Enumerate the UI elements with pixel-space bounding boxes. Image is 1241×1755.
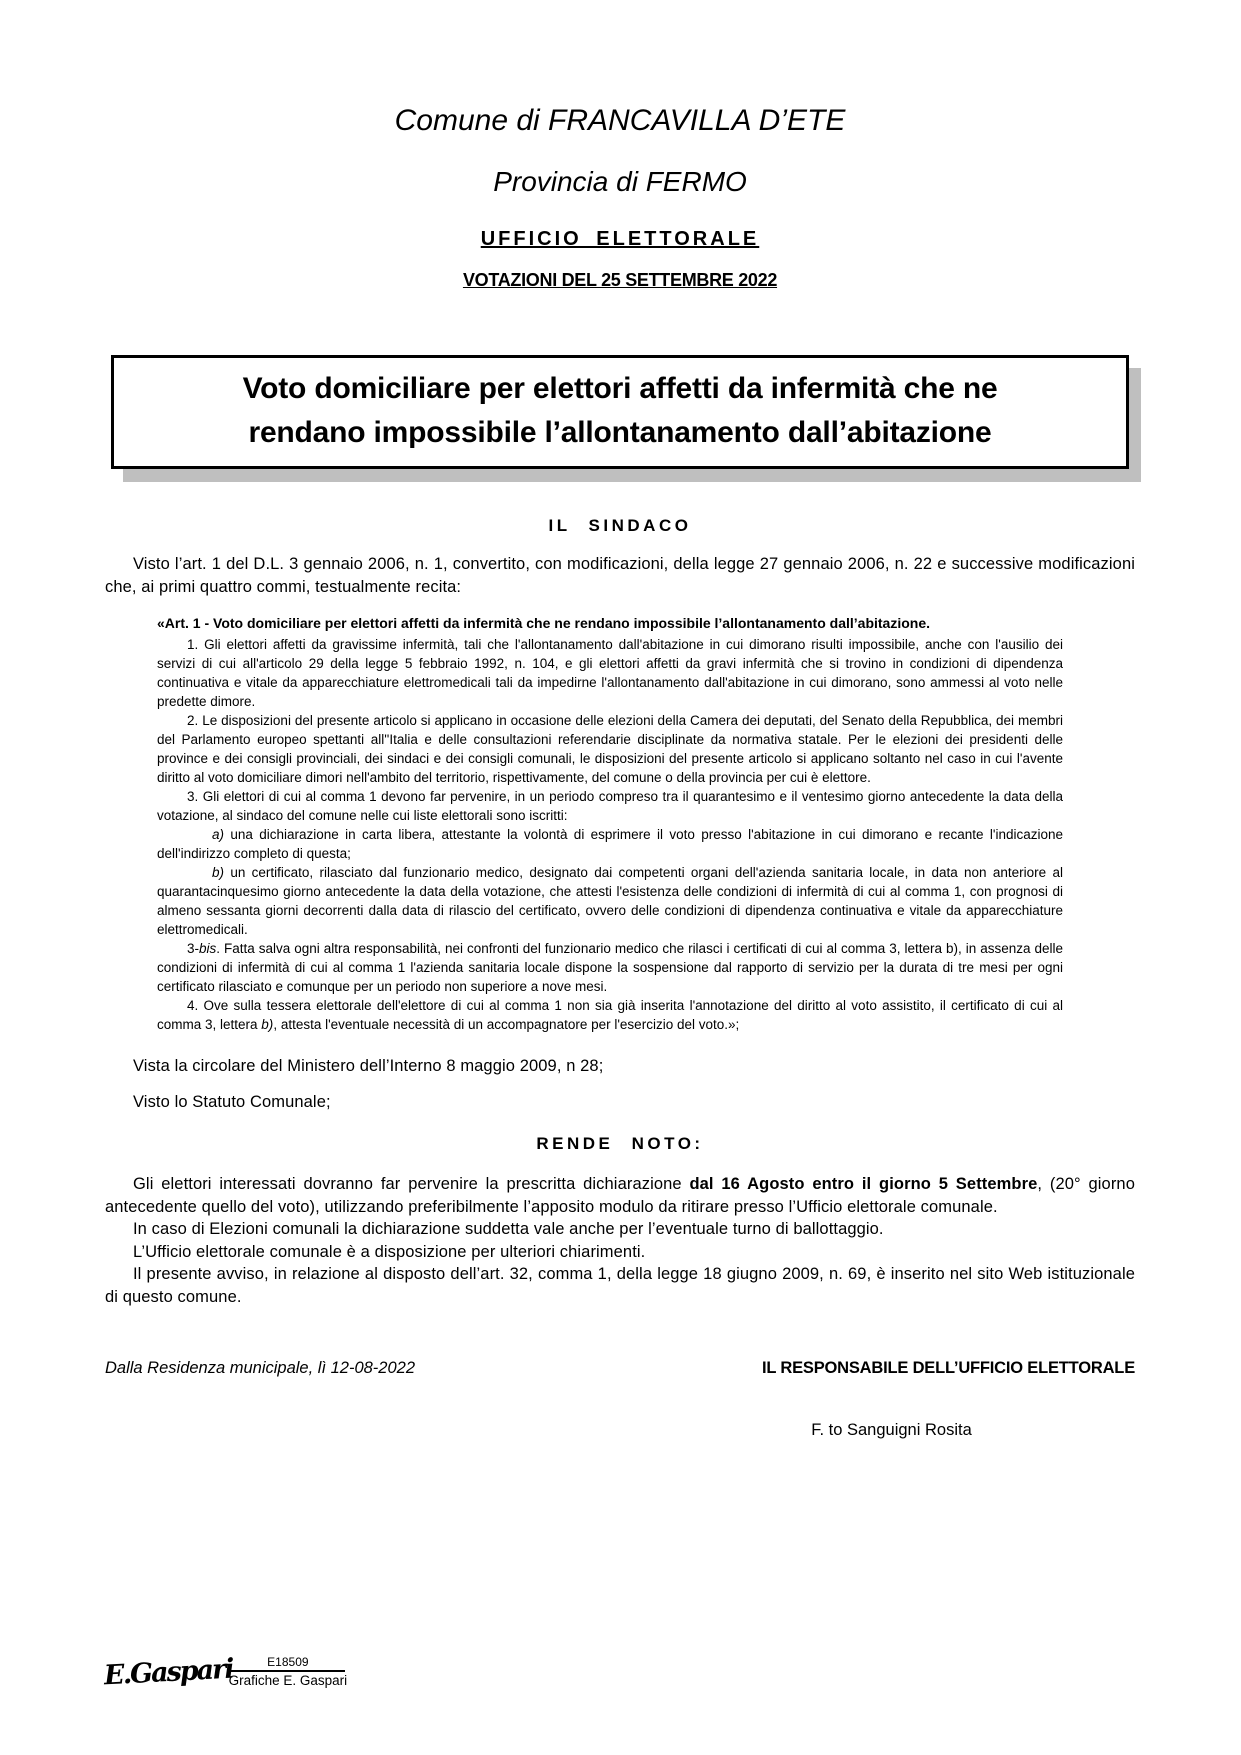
law-c4-italic: b) (261, 1017, 274, 1032)
visto-statuto: Visto lo Statuto Comunale; (133, 1092, 331, 1111)
rn-p1-text-1: Gli elettori interessati dovranno far pervenire la prescritta dichiarazione (133, 1175, 690, 1193)
law-item-a-text: una dichiarazione in carta libera, attestante la volontà di esprimere il voto presso l'abitazione in cui dimorano e recante l'indicazione dell'indirizzo completo di questa; (157, 827, 1063, 861)
law-3bis-prefix: 3- (187, 941, 200, 956)
vista-circolare: Vista la circolare del Ministero dell’Interno 8 maggio 2009, n 28; (133, 1057, 604, 1075)
sindaco-heading: IL SINDACO (548, 516, 692, 535)
rende-noto-paragraph-2: In caso di Elezioni comunali la dichiarazione suddetta vale anche per l’eventuale turno di ballottaggio. (133, 1220, 884, 1238)
law-item-b-marker: b) (212, 865, 225, 880)
law-item-b-text: un certificato, rilasciato dal funzionario medico, designato dai competenti organi dell'azienda sanitaria locale, in data non anteriore al quarantacinquesimo giorno antecedente la data della votazione, che attesti l'esistenza delle condizioni di infermità di cui al comma 1, con prognosi di almeno sessanta giorni decorrenti dalla data di rilascio del certificato, ovvero delle condizioni di dipendenza continuativa e vitale da apparecchiature elettromedicali. (157, 865, 1063, 937)
rende-noto-paragraph-3: L’Ufficio elettorale comunale è a disposizione per ulteriori chiarimenti. (133, 1242, 646, 1261)
rende-noto-heading: RENDE NOTO: (536, 1134, 704, 1153)
rende-noto-paragraph-4: Il presente avviso, in relazione al disposto dell’art. 32, comma 1, della legge 18 giugno 2009, n. 69, è inserito nel sito Web istituzionale di questo comune. (105, 1265, 1135, 1306)
law-item-b (157, 863, 1063, 939)
signature-row (105, 1357, 1135, 1379)
province-subtitle: Provincia di FERMO (493, 166, 747, 197)
law-3bis-text: . Fatta salva ogni altra responsabilità, nei confronti del funzionario medico che rilasci i certificati di cui al comma 3, lettera b), in assenza delle condizioni di infermità di cui al comma 1 l'azienda sanitaria locale dispone la sospensione dal rapporto di servizio per la durata di tre mesi per ogni certificato rilasciato e comunque per un periodo non superiore a nove mesi. (157, 941, 1063, 994)
intro-paragraph: Visto l’art. 1 del D.L. 3 gennaio 2006, n. 1, convertito, con modificazioni, della legge 27 gennaio 2006, n. 22 e successive modificazioni che, ai primi quattro commi, testualmente recita: (105, 555, 1135, 596)
printer-info (229, 1655, 348, 1689)
law-comma-1: 1. Gli elettori affetti da gravissime infermità, tali che l'allontanamento dall'abitazione in cui dimorano risulti impossibile, anche con l'ausilio dei servizi di cui all'articolo 29 della legge 5 febbraio 1992, n. 104, e gli elettori affetti da gravi infermità che si trovino in condizioni di dipendenza continuativa e vitale da apparecchiature elettromedicali tali da impedirne l'allontanamento dall'abitazione in cui dimorano, sono ammessi al voto nelle predette dimore. (157, 637, 1063, 709)
law-item-a-marker: a) (212, 827, 225, 842)
election-date-heading: VOTAZIONI DEL 25 SETTEMBRE 2022 (462, 270, 778, 290)
printer-name: Grafiche E. Gaspari (228, 1673, 348, 1688)
law-comma-3: 3. Gli elettori di cui al comma 1 devono far pervenire, in un periodo compreso tra il quarantesimo e il ventesimo giorno antecedente la data della votazione, al sindaco del comune nelle cui liste elettorali sono iscritti: (157, 789, 1063, 823)
law-3bis-italic: bis (199, 941, 217, 956)
responsible-role: IL RESPONSABILE DELL’UFFICIO ELETTORALE (762, 1359, 1135, 1377)
law-comma-4 (157, 996, 1063, 1034)
law-c4-part2: , attesta l'eventuale necessità di un accompagnatore per l'esercizio del voto.»; (273, 1017, 740, 1032)
municipality-title: Comune di FRANCAVILLA D’ETE (394, 104, 846, 137)
law-quote-block (157, 613, 1063, 1034)
rn-p1-text-2: , (20° giorno antecedente quello del voto), utilizzando preferibilmente l’apposito modulo da ritirare presso l’Ufficio elettorale comunale. (105, 1175, 1135, 1216)
gaspari-logo: E.Gaspari (103, 1653, 234, 1691)
rende-noto-paragraph-1 (105, 1173, 1135, 1218)
signed-name: F. to Sanguigni Rosita (811, 1421, 972, 1439)
notice-title-line1: Voto domiciliare per elettori affetti da infermità che ne (242, 372, 998, 405)
office-heading: UFFICIO ELETTORALE (480, 228, 760, 250)
rn-p1-deadline-bold: dal 16 Agosto entro il giorno 5 Settembre (689, 1175, 1038, 1193)
printer-code: E18509 (231, 1655, 344, 1672)
notice-title-box (111, 355, 1129, 469)
law-comma-2: 2. Le disposizioni del presente articolo si applicano in occasione delle elezioni della Camera dei deputati, del Senato della Repubblica, dei membri del Parlamento europeo spettanti all''Italia e delle consultazioni referendarie disciplinate da normativa statale. Per le elezioni dei presidenti delle province e dei consigli provinciali, dei sindaci e dei consigli comunali, le disposizioni del presente articolo si applicano soltanto nel caso in cui l'avente diritto al voto domiciliare dimori nell'ambito del territorio, rispettivamente, del comune o della provincia per cui è elettore. (157, 713, 1063, 785)
notice-title-line2: rendano impossibile l’allontanamento dall’abitazione (248, 416, 992, 449)
law-item-a (157, 825, 1063, 863)
document-header (105, 104, 1135, 291)
law-c4-part1: 4. Ove sulla tessera elettorale dell'elettore di cui al comma 1 non sia già inserita l'annotazione del diritto al voto assistito, il certificato di cui al comma 3, lettera (157, 998, 1063, 1032)
law-comma-3bis (157, 939, 1063, 996)
law-quote-heading: «Art. 1 - Voto domiciliare per elettori affetti da infermità che ne rendano impossibile l’allontanamento dall’abitazione. (157, 615, 931, 631)
printer-footer (104, 1655, 347, 1689)
place-date: Dalla Residenza municipale, lì 12-08-2022 (105, 1359, 416, 1377)
